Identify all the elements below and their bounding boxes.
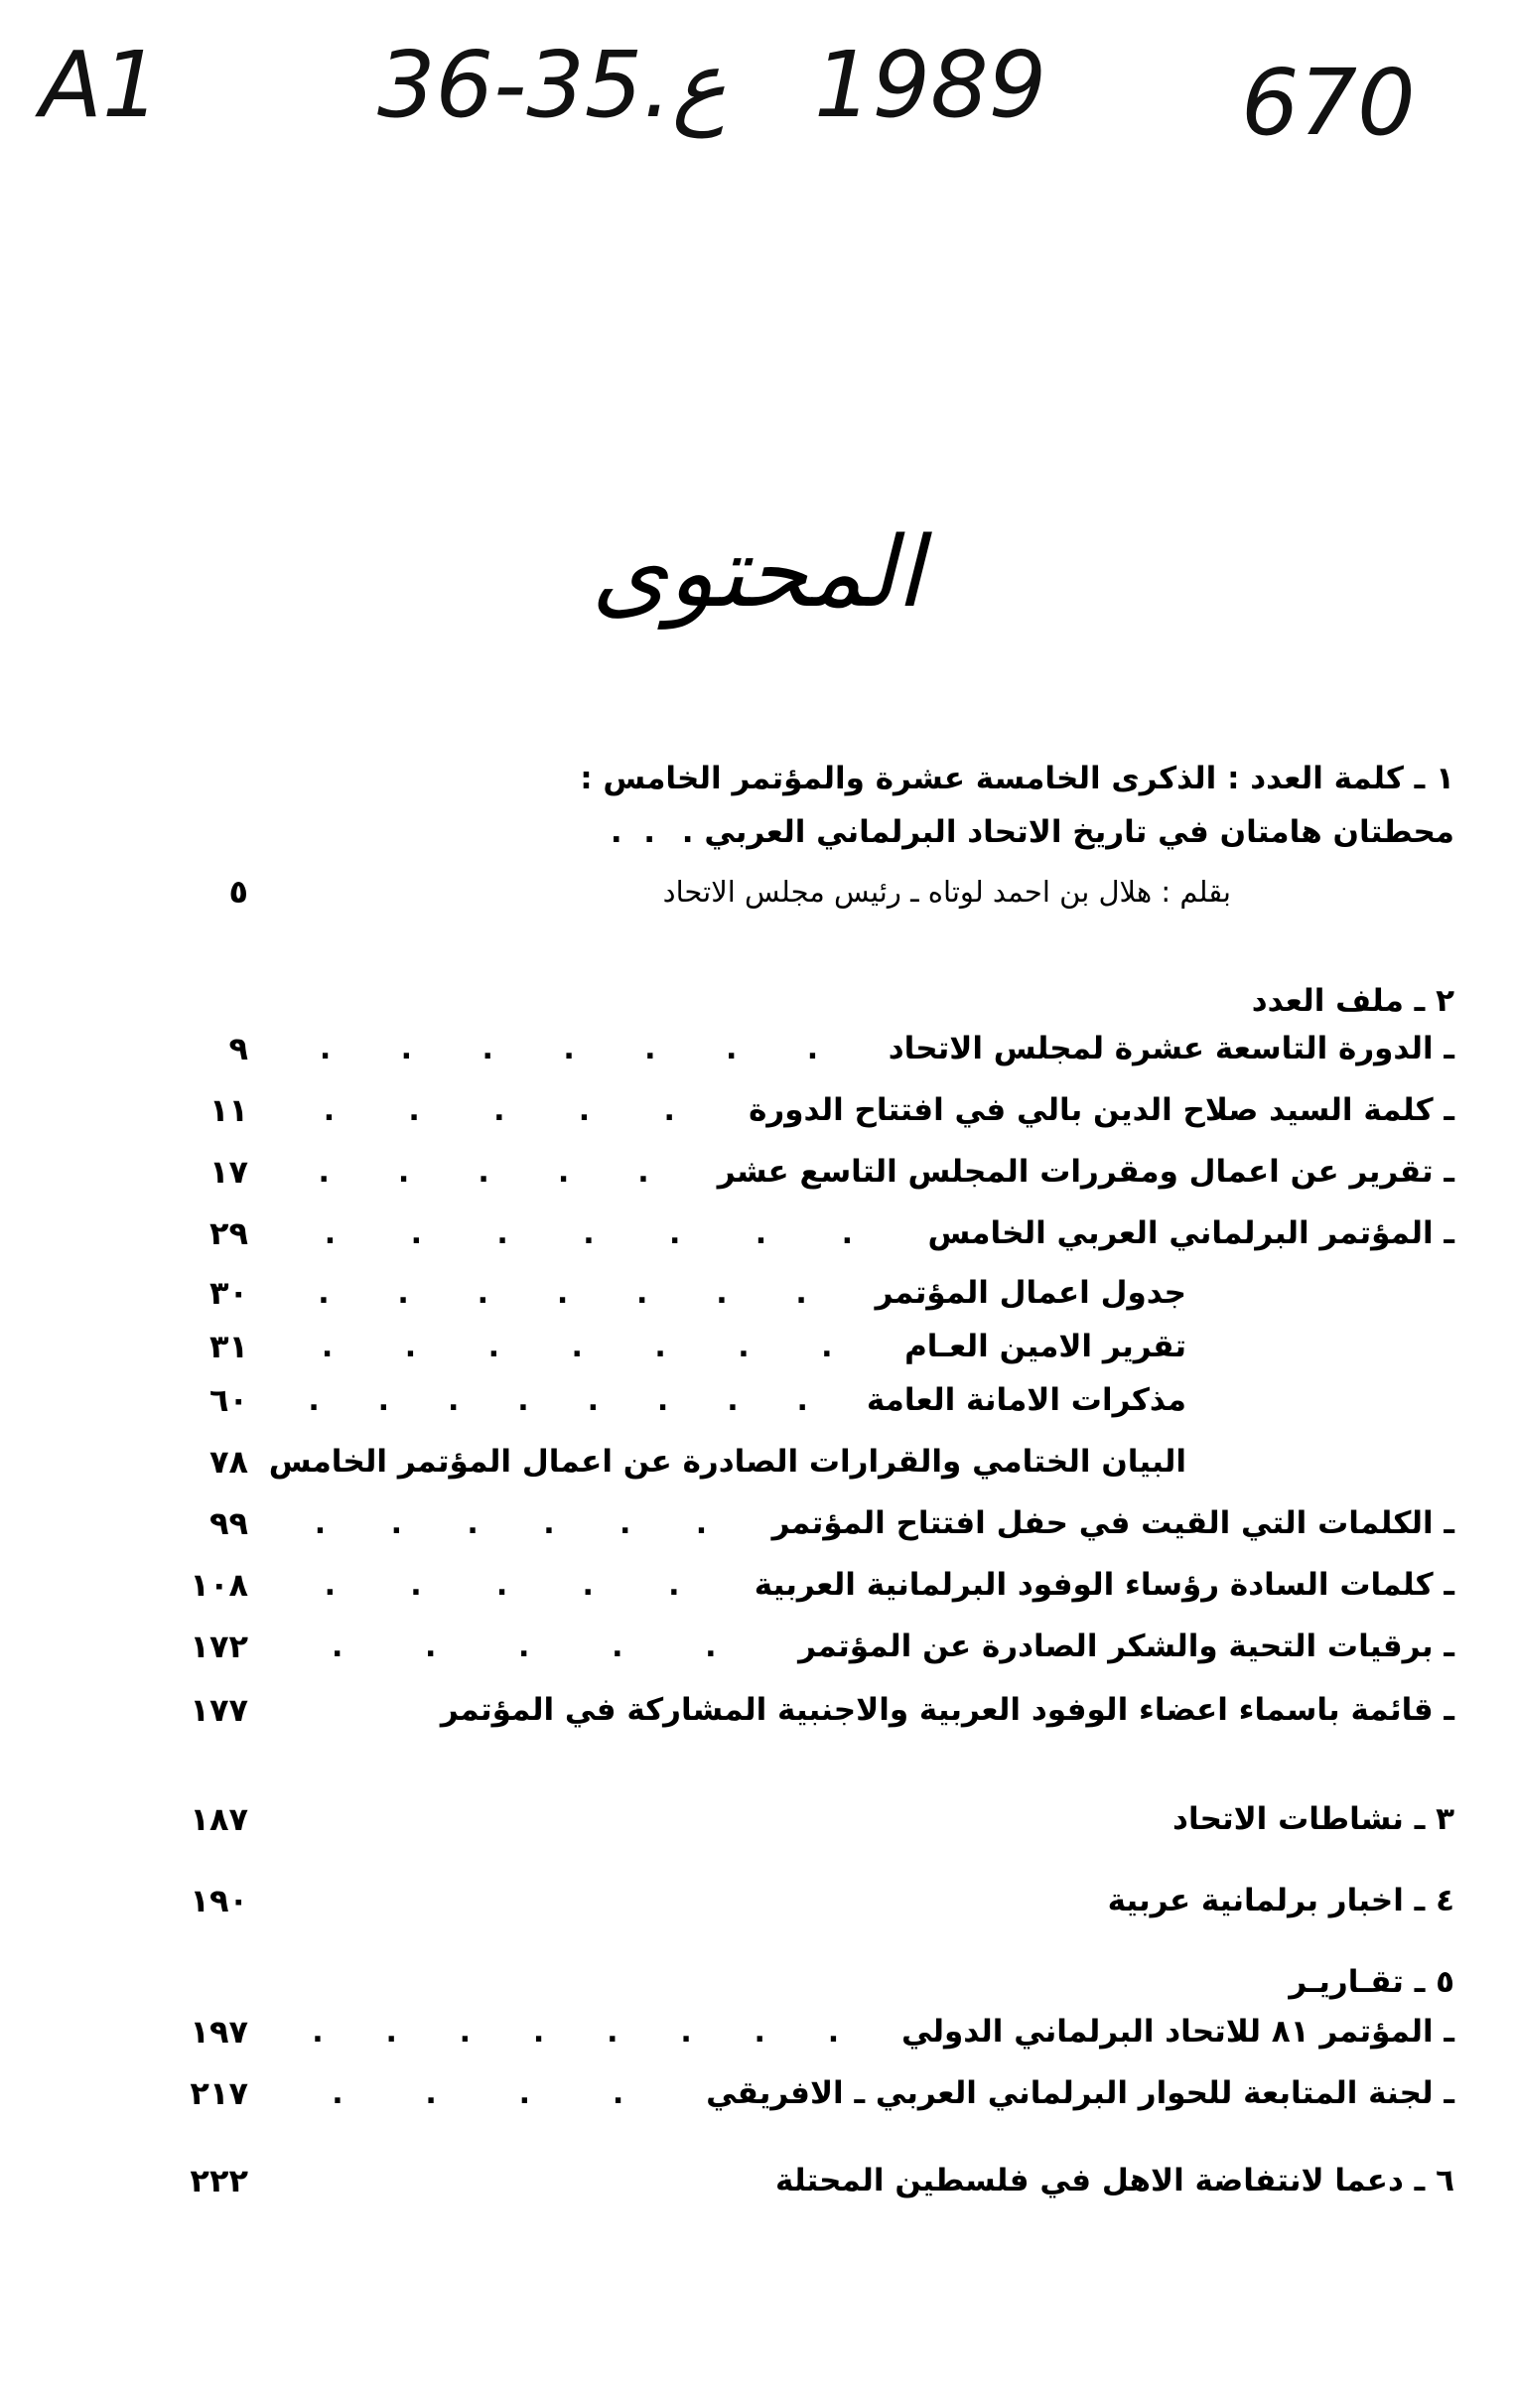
toc-label: ـ برقيات التحية والشكر الصادرة عن المؤتمر bbox=[798, 1629, 1454, 1664]
toc-label: ـ كلمة السيد صلاح الدين بالي في افتتاح الدورة bbox=[749, 1092, 1454, 1128]
dot-leader: . . . . . . . bbox=[324, 1215, 853, 1251]
toc-label: تقرير الامين العـام bbox=[904, 1329, 1186, 1364]
toc-item bbox=[174, 1621, 1454, 1672]
toc-section-1-line-2 bbox=[174, 806, 1454, 858]
toc-page-number: ٢٩ bbox=[208, 1214, 248, 1252]
toc-item bbox=[174, 1084, 1454, 1136]
dot-leader: . . . . . . . . bbox=[312, 2014, 840, 2050]
toc-section-5-heading bbox=[174, 1956, 1454, 2008]
toc-page-number: ١٧ bbox=[208, 1153, 248, 1191]
toc-page-number: ١٠٨ bbox=[190, 1566, 248, 1604]
dot-leader: . . . . . bbox=[332, 1629, 717, 1664]
toc-label: البيان الختامي والقرارات الصادرة عن اعمال المؤتمر الخامس bbox=[268, 1444, 1186, 1480]
dot-leader: . . . . . . . bbox=[321, 1329, 833, 1364]
toc-subitem bbox=[174, 1267, 1186, 1319]
toc-page-number: ١٧٢ bbox=[190, 1628, 248, 1665]
toc-section-6 bbox=[174, 2155, 1454, 2206]
toc-page-number: ٧٨ bbox=[208, 1443, 248, 1481]
dot-leader: . . . . . . . bbox=[319, 1031, 819, 1066]
toc-author: بقلم : هلال بن احمد لوتاه ـ رئيس مجلس الاتحاد bbox=[662, 875, 1231, 909]
toc-page-number: ٥ bbox=[228, 873, 248, 911]
toc-label: ـ قائمة باسماء اعضاء الوفود العربية والاجنبية المشاركة في المؤتمر bbox=[440, 1692, 1454, 1728]
toc-item bbox=[174, 2006, 1454, 2057]
toc-label: ـ المؤتمر البرلماني العربي الخامس bbox=[927, 1215, 1454, 1251]
toc-label: ـ المؤتمر ٨١ للاتحاد البرلماني الدولي bbox=[900, 2014, 1454, 2050]
toc-item bbox=[174, 2067, 1454, 2119]
dot-leader: . . . . . . . . bbox=[308, 1382, 808, 1418]
toc-subitem bbox=[174, 1374, 1186, 1426]
toc-label: ـ لجنة المتابعة للحوار البرلماني العربي ـ الافريقي bbox=[706, 2075, 1454, 2111]
toc-page-number: ١٩٠ bbox=[190, 1882, 248, 1919]
toc-label: ـ تقرير عن اعمال ومقررات المجلس التاسع عشر bbox=[717, 1154, 1454, 1190]
toc-page-number: ١٩٧ bbox=[190, 2013, 248, 2051]
toc-page-number: ٩ bbox=[228, 1030, 248, 1067]
toc-label: مذكرات الامانة العامة bbox=[866, 1382, 1186, 1418]
toc-item bbox=[174, 1684, 1454, 1736]
toc-page-number: ٢٢٢ bbox=[190, 2162, 248, 2199]
dot-leader: . . . . bbox=[332, 2075, 624, 2111]
toc-page-number: ٢١٧ bbox=[190, 2074, 248, 2112]
toc-section-3 bbox=[174, 1793, 1454, 1845]
toc-label: ـ الكلمات التي القيت في حفل افتتاح المؤتمر bbox=[771, 1505, 1454, 1541]
toc-item bbox=[174, 1497, 1454, 1549]
dot-leader: . . . . . . . bbox=[318, 1275, 807, 1311]
toc-heading: ٥ ـ تقـاريـر bbox=[1289, 1964, 1454, 2000]
toc-label: ١ ـ كلمة العدد : الذكرى الخامسة عشرة والمؤتمر الخامس : bbox=[580, 761, 1454, 796]
dot-leader: . . . . . bbox=[318, 1154, 649, 1190]
toc-subitem bbox=[174, 1436, 1186, 1487]
toc-item bbox=[174, 1207, 1454, 1259]
toc-label: محطتان هامتان في تاريخ الاتحاد البرلماني العربي . bbox=[681, 814, 1454, 850]
toc-page-number: ١٨٧ bbox=[190, 1800, 248, 1838]
toc-page-number: ١٧٧ bbox=[190, 1691, 248, 1729]
toc-section-4 bbox=[174, 1875, 1454, 1926]
toc-heading: ٣ ـ نشاطات الاتحاد bbox=[1172, 1801, 1454, 1837]
dot-leader: . . . . . bbox=[323, 1092, 675, 1128]
toc-heading: ٢ ـ ملف العدد bbox=[1251, 983, 1454, 1019]
toc-label: جدول اعمال المؤتمر bbox=[875, 1275, 1186, 1311]
handwritten-code: A1 bbox=[40, 32, 161, 138]
dot-leader: . . bbox=[610, 814, 666, 850]
toc-page-number: ٩٩ bbox=[208, 1504, 248, 1542]
toc-section-1-line-1 bbox=[174, 753, 1454, 804]
toc-label: ـ كلمات السادة رؤساء الوفود البرلمانية العربية bbox=[754, 1567, 1454, 1603]
toc-item bbox=[174, 1023, 1454, 1074]
toc-item bbox=[174, 1146, 1454, 1198]
handwritten-number: 670 bbox=[1241, 50, 1416, 156]
toc-subitem bbox=[174, 1321, 1186, 1372]
dot-leader: . . . . . . bbox=[314, 1505, 708, 1541]
handwritten-year: 1989 bbox=[814, 32, 1047, 138]
dot-leader: . . . . . bbox=[324, 1567, 680, 1603]
toc-heading: ٦ ـ دعما لانتفاضة الاهل في فلسطين المحتلة bbox=[775, 2163, 1454, 2198]
toc-section-2-heading bbox=[174, 975, 1454, 1027]
toc-page-number: ٣١ bbox=[208, 1328, 248, 1365]
toc-heading: ٤ ـ اخبار برلمانية عربية bbox=[1107, 1883, 1454, 1918]
toc-page-number: ١١ bbox=[208, 1091, 248, 1129]
toc-page-number: ٣٠ bbox=[208, 1274, 248, 1312]
page-title: المحتوى bbox=[591, 516, 923, 630]
toc-page-number: ٦٠ bbox=[208, 1381, 248, 1419]
toc-label: ـ الدورة التاسعة عشرة لمجلس الاتحاد bbox=[888, 1031, 1454, 1066]
toc-section-1-author bbox=[218, 866, 1231, 918]
handwritten-pages: 36-35.ع bbox=[377, 32, 727, 138]
toc-item bbox=[174, 1559, 1454, 1611]
